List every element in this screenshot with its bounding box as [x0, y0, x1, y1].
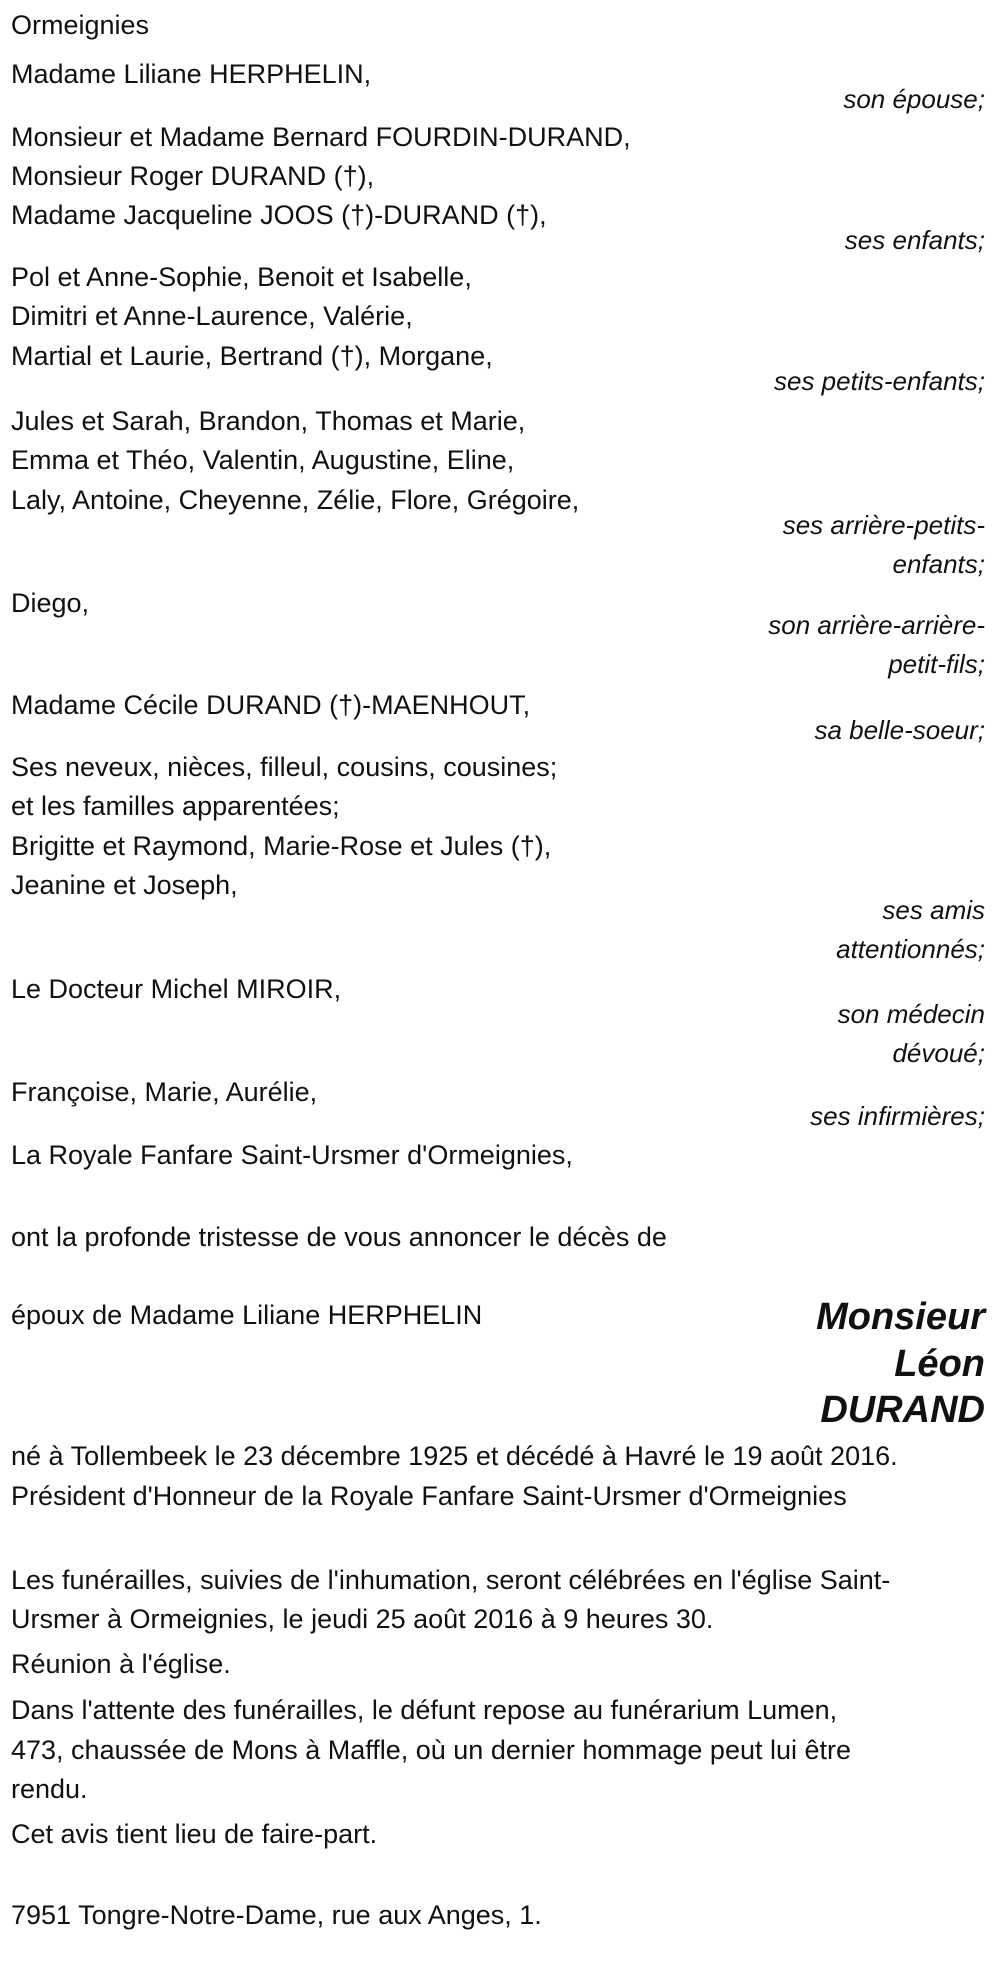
deceased-first-name: Léon	[894, 1343, 985, 1385]
spouse-line: époux de Madame Liliane HERPHELIN	[11, 1300, 483, 1330]
relation-label: ses infirmières;	[810, 1101, 985, 1131]
family-name-line: Madame Cécile DURAND (†)-MAENHOUT,	[11, 690, 531, 720]
bio-line: né à Tollembeek le 23 décembre 1925 et décédé à Havré le 19 août 2016.	[11, 1441, 898, 1471]
relation-label: dévoué;	[892, 1038, 985, 1068]
family-name-line: Laly, Antoine, Cheyenne, Zélie, Flore, Grégoire,	[11, 485, 580, 515]
family-name-line: Jeanine et Joseph,	[11, 870, 238, 900]
family-name-line: et les familles apparentées;	[11, 791, 340, 821]
family-name-line: Monsieur et Madame Bernard FOURDIN-DURAND,	[11, 122, 631, 152]
rest-line: 473, chaussée de Mons à Maffle, où un dernier hommage peut lui être	[11, 1735, 852, 1765]
rest-line: rendu.	[11, 1774, 88, 1804]
bio-line: Président d'Honneur de la Royale Fanfare Saint-Ursmer d'Ormeignies	[11, 1481, 847, 1511]
meeting-text: Réunion à l'église.	[11, 1649, 231, 1679]
funeral-line: Les funérailles, suivies de l'inhumation, seront célébrées en l'église Saint-	[11, 1565, 891, 1595]
deceased-title: Monsieur	[816, 1296, 985, 1338]
family-name-line: Jules et Sarah, Brandon, Thomas et Marie,	[11, 406, 526, 436]
family-name-line: Ses neveux, nièces, filleul, cousins, cousines;	[11, 752, 558, 782]
family-name-line: Emma et Théo, Valentin, Augustine, Eline,	[11, 445, 515, 475]
relation-label: enfants;	[892, 549, 985, 579]
family-name-line: Dimitri et Anne-Laurence, Valérie,	[11, 301, 413, 331]
family-name-line: Monsieur Roger DURAND (†),	[11, 161, 375, 191]
relation-label: ses arrière-petits-	[782, 510, 985, 540]
funeral-line: Ursmer à Ormeignies, le jeudi 25 août 2016 à 9 heures 30.	[11, 1604, 714, 1634]
relation-label: petit-fils;	[888, 649, 985, 679]
announcement-text: ont la profonde tristesse de vous annoncer le décès de	[11, 1222, 667, 1252]
deceased-last-name: DURAND	[820, 1389, 985, 1431]
family-name-line: Le Docteur Michel MIROIR,	[11, 974, 342, 1004]
relation-label: ses petits-enfants;	[774, 366, 985, 396]
rest-line: Dans l'attente des funérailles, le défunt repose au funérarium Lumen,	[11, 1695, 838, 1725]
relation-label: son médecin	[837, 999, 985, 1029]
family-name-line: Diego,	[11, 588, 90, 618]
family-name-line: Pol et Anne-Sophie, Benoit et Isabelle,	[11, 262, 472, 292]
notice-text: Cet avis tient lieu de faire-part.	[11, 1819, 378, 1849]
address-text: 7951 Tongre-Notre-Dame, rue aux Anges, 1.	[11, 1900, 542, 1930]
place-heading: Ormeignies	[11, 10, 150, 40]
family-name-line: La Royale Fanfare Saint-Ursmer d'Ormeignies,	[11, 1140, 573, 1170]
relation-label: son arrière-arrière-	[768, 610, 985, 640]
relation-label: son épouse;	[843, 84, 985, 114]
family-name-line: Madame Jacqueline JOOS (†)-DURAND (†),	[11, 200, 547, 230]
relation-label: sa belle-soeur;	[814, 715, 985, 745]
family-name-line: Martial et Laurie, Bertrand (†), Morgane,	[11, 341, 493, 371]
relation-label: attentionnés;	[836, 934, 985, 964]
family-name-line: Françoise, Marie, Aurélie,	[11, 1077, 318, 1107]
relation-label: ses enfants;	[844, 225, 985, 255]
relation-label: ses amis	[882, 895, 985, 925]
family-name-line: Madame Liliane HERPHELIN,	[11, 59, 372, 89]
family-name-line: Brigitte et Raymond, Marie-Rose et Jules (†),	[11, 831, 552, 861]
